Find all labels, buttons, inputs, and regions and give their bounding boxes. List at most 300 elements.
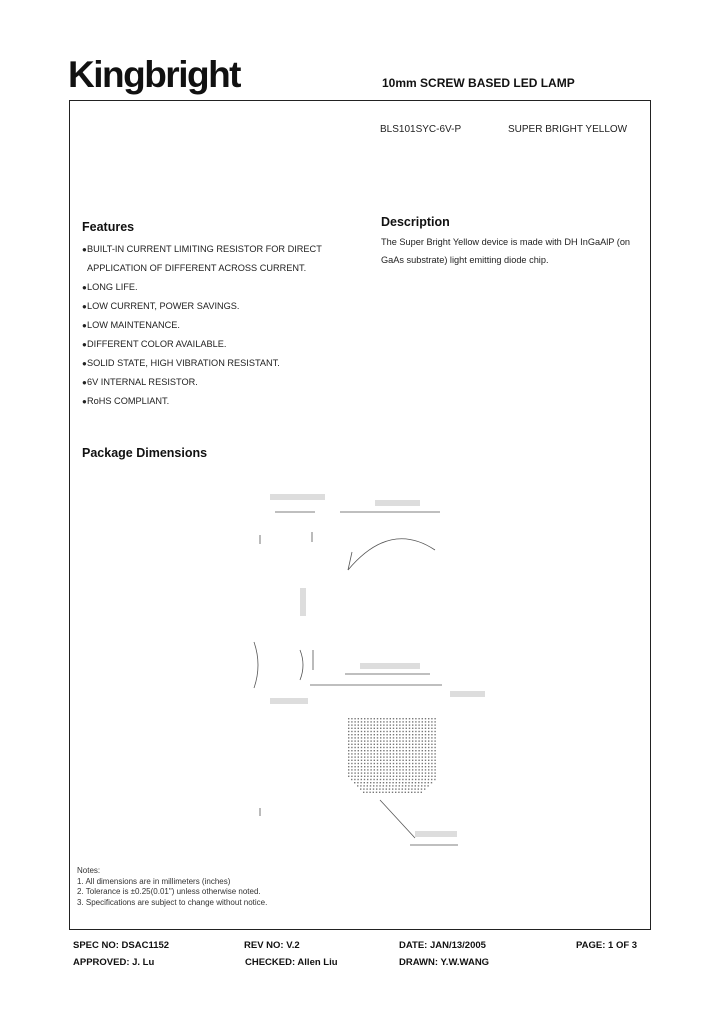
thread-dot: [406, 718, 407, 719]
thread-dot: [393, 772, 394, 773]
thread-dot: [396, 766, 397, 767]
thread-dot: [393, 750, 394, 751]
thread-dot: [377, 772, 378, 773]
thread-dot: [412, 776, 413, 777]
thread-dot: [434, 724, 435, 725]
thread-dot: [395, 792, 396, 793]
thread-dot: [396, 734, 397, 735]
thread-dot: [374, 769, 375, 770]
thread-dot: [418, 718, 419, 719]
thread-dot: [395, 785, 396, 786]
thread-dot: [412, 753, 413, 754]
thread-dot: [425, 734, 426, 735]
thread-dot: [357, 782, 358, 783]
thread-dot: [351, 721, 352, 722]
thread-dot: [409, 772, 410, 773]
thread-dot: [380, 718, 381, 719]
thread-dot: [434, 763, 435, 764]
thread-dot: [370, 734, 371, 735]
thread-dot: [370, 785, 371, 786]
thread-dot: [383, 760, 384, 761]
thread-dot: [364, 772, 365, 773]
thread-dot: [390, 740, 391, 741]
thread-dot: [364, 750, 365, 751]
drawn-by: DRAWN: Y.W.WANG: [399, 957, 490, 968]
thread-dot: [367, 776, 368, 777]
thread-dot: [434, 734, 435, 735]
thread-dot: [406, 776, 407, 777]
thread-dot: [406, 740, 407, 741]
thread-dot: [422, 728, 423, 729]
thread-dot: [377, 750, 378, 751]
thread-dot: [424, 785, 425, 786]
thread-dot: [415, 779, 416, 780]
thread-dot: [415, 766, 416, 767]
note-item: 2. Tolerance is ±0.25(0.01") unless otherwise noted.: [77, 887, 261, 896]
thread-dot: [409, 779, 410, 780]
thread-dot: [415, 734, 416, 735]
bullet-icon: ●: [82, 302, 87, 311]
thread-dot: [431, 750, 432, 751]
thread-dot: [383, 744, 384, 745]
thread-dot: [380, 721, 381, 722]
thread-dot: [417, 792, 418, 793]
thread-dot: [367, 763, 368, 764]
thread-dot: [367, 753, 368, 754]
thread-dot: [361, 728, 362, 729]
thread-dot: [351, 776, 352, 777]
thread-dot: [418, 721, 419, 722]
thread-dot: [351, 737, 352, 738]
thread-dot: [412, 744, 413, 745]
thread-dot: [431, 721, 432, 722]
thread-dot: [402, 753, 403, 754]
thread-dot: [414, 788, 415, 789]
thread-dot: [428, 782, 429, 783]
thread-dot: [431, 779, 432, 780]
thread-dot: [415, 721, 416, 722]
thread-dot: [422, 769, 423, 770]
thread-dot: [399, 731, 400, 732]
thread-dot: [354, 766, 355, 767]
thread-dot: [386, 769, 387, 770]
thread-dot: [402, 776, 403, 777]
thread-dot: [390, 756, 391, 757]
thread-dot: [361, 766, 362, 767]
thread-dot: [354, 737, 355, 738]
thread-dot: [418, 763, 419, 764]
thread-dot: [396, 744, 397, 745]
thread-dot: [392, 792, 393, 793]
thread-dot: [418, 740, 419, 741]
thread-dot: [434, 776, 435, 777]
thread-dot: [358, 744, 359, 745]
thread-dot: [366, 792, 367, 793]
thread-dot: [380, 779, 381, 780]
thread-dot: [421, 785, 422, 786]
thread-dot: [386, 756, 387, 757]
thread-dot: [418, 734, 419, 735]
thread-dot: [377, 756, 378, 757]
thread-dot: [402, 737, 403, 738]
thread-dot: [393, 769, 394, 770]
thread-dot: [399, 782, 400, 783]
thread-dot: [374, 763, 375, 764]
thread-dot: [377, 744, 378, 745]
thread-dot: [422, 744, 423, 745]
thread-dot: [367, 756, 368, 757]
thread-dot: [377, 737, 378, 738]
thread-dot: [418, 737, 419, 738]
thread-dot: [402, 731, 403, 732]
thread-dot: [390, 763, 391, 764]
thread-dot: [421, 788, 422, 789]
thread-dot: [374, 734, 375, 735]
thread-dot: [411, 788, 412, 789]
thread-dot: [418, 776, 419, 777]
thread-dot: [373, 779, 374, 780]
thread-dot: [406, 724, 407, 725]
thread-dot: [361, 718, 362, 719]
thread-dot: [415, 728, 416, 729]
thread-dot: [386, 724, 387, 725]
thread-dot: [364, 779, 365, 780]
thread-dot: [367, 724, 368, 725]
thread-dot: [405, 788, 406, 789]
thread-dot: [370, 760, 371, 761]
thread-dot: [386, 772, 387, 773]
thread-dot: [370, 724, 371, 725]
thread-dot: [422, 753, 423, 754]
thread-dot: [354, 731, 355, 732]
thread-dot: [364, 753, 365, 754]
thread-dot: [380, 740, 381, 741]
thread-dot: [431, 734, 432, 735]
thread-dot: [406, 766, 407, 767]
thread-dot: [370, 718, 371, 719]
thread-dot: [383, 731, 384, 732]
thread-dot: [370, 782, 371, 783]
thread-dot: [393, 763, 394, 764]
thread-dot: [364, 728, 365, 729]
thread-dot: [392, 782, 393, 783]
description-text: The Super Bright Yellow device is made with DH InGaAlP (on GaAs substrate) light emitting diode chip.: [381, 237, 631, 265]
thread-dot: [425, 750, 426, 751]
thread-dot: [358, 728, 359, 729]
dimension-label-mark: [450, 691, 485, 697]
thread-dot: [383, 737, 384, 738]
thread-dot: [377, 740, 378, 741]
thread-dot: [428, 776, 429, 777]
thread-dot: [402, 779, 403, 780]
thread-dot: [434, 756, 435, 757]
features-heading: Features: [82, 220, 135, 234]
thread-dot: [354, 747, 355, 748]
thread-dot: [390, 734, 391, 735]
thread-dot: [386, 737, 387, 738]
thread-dot: [418, 760, 419, 761]
thread-dot: [418, 753, 419, 754]
thread-dot: [428, 721, 429, 722]
thread-dot: [386, 734, 387, 735]
thread-dot: [364, 724, 365, 725]
thread-dot: [409, 760, 410, 761]
thread-dot: [401, 792, 402, 793]
thread-dot: [422, 740, 423, 741]
thread-dot: [357, 785, 358, 786]
thread-dot: [425, 737, 426, 738]
thread-dot: [348, 747, 349, 748]
thread-dot: [380, 747, 381, 748]
thread-dot: [374, 724, 375, 725]
thread-dot: [434, 728, 435, 729]
side-bracket: [254, 642, 258, 688]
thread-dot: [402, 763, 403, 764]
thread-dot: [406, 731, 407, 732]
thread-dot: [377, 763, 378, 764]
thread-dot: [374, 772, 375, 773]
side-bracket: [300, 650, 303, 680]
thread-dot: [358, 721, 359, 722]
thread-dot: [418, 724, 419, 725]
thread-dot: [354, 776, 355, 777]
thread-dot: [431, 747, 432, 748]
thread-dot: [428, 724, 429, 725]
thread-dot: [425, 763, 426, 764]
thread-dot: [405, 792, 406, 793]
thread-dot: [399, 760, 400, 761]
thread-dot: [377, 728, 378, 729]
thread-dot: [386, 782, 387, 783]
thread-dot: [428, 718, 429, 719]
thread-dot: [386, 747, 387, 748]
thread-dot: [370, 788, 371, 789]
thread-dot: [364, 763, 365, 764]
thread-dot: [418, 772, 419, 773]
thread-dot: [402, 740, 403, 741]
thread-dot: [428, 772, 429, 773]
thread-dot: [380, 756, 381, 757]
thread-dot: [402, 772, 403, 773]
thread-dot: [380, 734, 381, 735]
dimension-label-mark: [375, 500, 420, 506]
thread-dot: [399, 776, 400, 777]
thread-dot: [390, 721, 391, 722]
thread-dot: [367, 772, 368, 773]
thread-dot: [370, 747, 371, 748]
thread-dot: [405, 782, 406, 783]
thread-dot: [399, 756, 400, 757]
thread-dot: [393, 718, 394, 719]
thread-dot: [415, 782, 416, 783]
thread-dot: [383, 753, 384, 754]
thread-dot: [354, 750, 355, 751]
thread-dot: [396, 721, 397, 722]
thread-dot: [357, 779, 358, 780]
thread-dot: [396, 772, 397, 773]
thread-dot: [422, 718, 423, 719]
thread-dot: [354, 756, 355, 757]
thread-dot: [386, 728, 387, 729]
thread-dot: [382, 792, 383, 793]
part-description: SUPER BRIGHT YELLOW: [508, 124, 628, 135]
thread-dot: [418, 728, 419, 729]
thread-dot: [418, 750, 419, 751]
thread-dot: [370, 750, 371, 751]
thread-dot: [390, 737, 391, 738]
thread-dot: [364, 744, 365, 745]
thread-dot: [393, 740, 394, 741]
package-dimensions-heading: Package Dimensions: [82, 446, 208, 460]
thread-dot: [354, 718, 355, 719]
thread-dot: [354, 782, 355, 783]
thread-dot: [358, 750, 359, 751]
thread-dot: [425, 724, 426, 725]
thread-dot: [361, 779, 362, 780]
thread-dot: [415, 740, 416, 741]
thread-dot: [434, 772, 435, 773]
feature-item: APPLICATION OF DIFFERENT ACROSS CURRENT.: [87, 263, 307, 273]
thread-dot: [358, 740, 359, 741]
thread-dot: [393, 731, 394, 732]
thread-dot: [406, 744, 407, 745]
thread-dot: [406, 756, 407, 757]
thread-dot: [364, 782, 365, 783]
dimension-label-mark: [415, 831, 457, 837]
thread-dot: [351, 779, 352, 780]
thread-dot: [425, 769, 426, 770]
thread-dot: [348, 753, 349, 754]
bullet-icon: ●: [82, 321, 87, 330]
thread-dot: [383, 772, 384, 773]
thread-dot: [424, 788, 425, 789]
thread-dot: [376, 788, 377, 789]
thread-dot: [363, 792, 364, 793]
thread-dot: [406, 763, 407, 764]
thread-dot: [370, 744, 371, 745]
thread-dot: [354, 744, 355, 745]
thread-dot: [348, 718, 349, 719]
thread-dot: [361, 731, 362, 732]
thread-dot: [393, 756, 394, 757]
thread-dot: [354, 763, 355, 764]
thread-dot: [402, 788, 403, 789]
note-item: 3. Specifications are subject to change without notice.: [77, 897, 268, 907]
thread-dot: [351, 766, 352, 767]
thread-dot: [358, 724, 359, 725]
thread-dot: [348, 734, 349, 735]
thread-dot: [348, 731, 349, 732]
feature-item: ●RoHS COMPLIANT.: [82, 392, 362, 411]
screw-thread-pattern: [348, 718, 436, 793]
thread-dot: [421, 779, 422, 780]
thread-dot: [418, 756, 419, 757]
thread-dot: [412, 728, 413, 729]
thread-dot: [369, 792, 370, 793]
thread-dot: [412, 769, 413, 770]
thread-dot: [351, 718, 352, 719]
thread-dot: [370, 721, 371, 722]
thread-dot: [409, 766, 410, 767]
thread-dot: [431, 740, 432, 741]
thread-dot: [367, 779, 368, 780]
thread-dot: [390, 744, 391, 745]
description-heading: Description: [381, 215, 450, 229]
thread-dot: [412, 718, 413, 719]
thread-dot: [374, 756, 375, 757]
thread-dot: [380, 728, 381, 729]
feature-item: ●BUILT-IN CURRENT LIMITING RESISTOR FOR DIRECT: [82, 240, 362, 259]
thread-dot: [351, 763, 352, 764]
thread-dot: [367, 744, 368, 745]
thread-dot: [434, 753, 435, 754]
thread-dot: [431, 744, 432, 745]
thread-dot: [412, 740, 413, 741]
thread-dot: [386, 731, 387, 732]
thread-dot: [402, 718, 403, 719]
thread-dot: [406, 747, 407, 748]
thread-dot: [425, 744, 426, 745]
thread-dot: [399, 737, 400, 738]
brand-logo: Kingbright: [68, 54, 241, 95]
thread-dot: [380, 772, 381, 773]
thread-dot: [351, 750, 352, 751]
thread-dot: [393, 776, 394, 777]
thread-dot: [412, 750, 413, 751]
thread-dot: [354, 728, 355, 729]
thread-dot: [390, 718, 391, 719]
thread-dot: [360, 788, 361, 789]
thread-dot: [364, 731, 365, 732]
thread-dot: [428, 740, 429, 741]
thread-dot: [351, 769, 352, 770]
thread-dot: [431, 753, 432, 754]
thread-dot: [415, 737, 416, 738]
thread-dot: [390, 772, 391, 773]
thread-dot: [425, 756, 426, 757]
thread-dot: [406, 737, 407, 738]
feature-item: ●LONG LIFE.: [82, 278, 362, 297]
thread-dot: [358, 769, 359, 770]
thread-dot: [361, 756, 362, 757]
thread-dot: [358, 760, 359, 761]
thread-dot: [348, 760, 349, 761]
thread-dot: [386, 721, 387, 722]
thread-dot: [382, 788, 383, 789]
thread-dot: [396, 760, 397, 761]
thread-dot: [348, 744, 349, 745]
thread-dot: [370, 763, 371, 764]
thread-dot: [376, 782, 377, 783]
thread-dot: [409, 718, 410, 719]
thread-dot: [351, 724, 352, 725]
thread-dot: [373, 782, 374, 783]
thread-dot: [386, 718, 387, 719]
thread-dot: [390, 731, 391, 732]
thread-dot: [409, 731, 410, 732]
thread-dot: [351, 772, 352, 773]
thread-dot: [361, 753, 362, 754]
thread-dot: [412, 737, 413, 738]
thread-dot: [358, 766, 359, 767]
thread-dot: [348, 721, 349, 722]
notes-block: [77, 866, 267, 908]
thread-dot: [415, 747, 416, 748]
thread-dot: [360, 785, 361, 786]
thread-dot: [354, 734, 355, 735]
thread-dot: [367, 721, 368, 722]
thread-dot: [361, 737, 362, 738]
